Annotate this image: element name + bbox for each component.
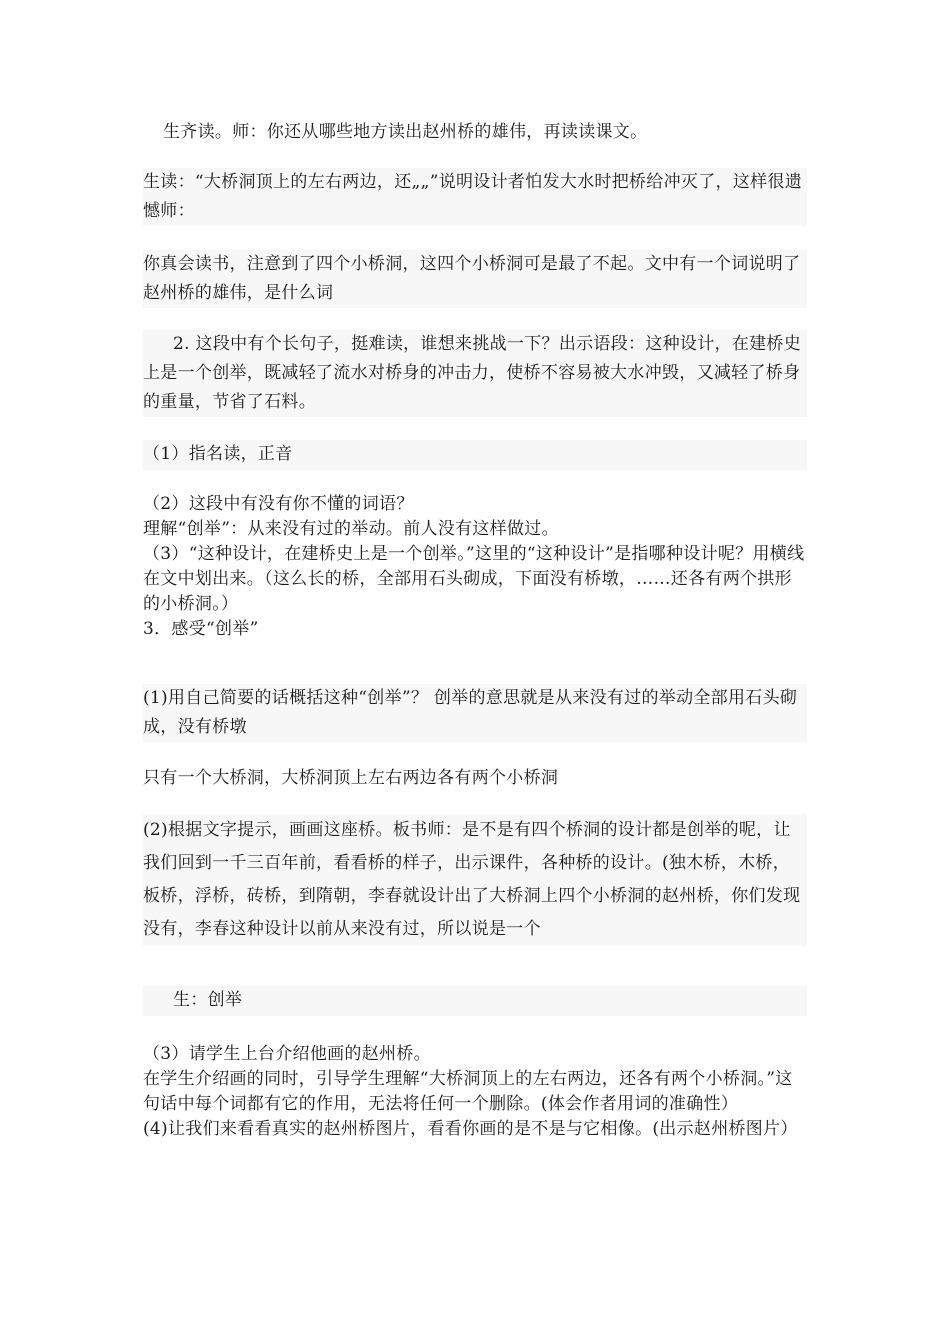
paragraph-bridge-description: [143, 764, 807, 793]
text-line: （3）请学生上台介绍他画的赵州桥。: [143, 1044, 431, 1064]
paragraph-vocabulary: [143, 492, 807, 642]
paragraph-student-reading: [143, 118, 807, 147]
text-line: （3）“这种设计，在建桥史上是一个创举。”这里的“这种设计”是指哪种设计呢？用横线在文中划出来。（这么长的桥，全部用石头砌成，下面没有桥墩，……还各有两个拱形的小桥洞。）: [143, 544, 805, 614]
paragraph-draw-bridge: [143, 814, 807, 946]
paragraph-teacher-comment: [143, 250, 807, 308]
text-line: (4)让我们来看看真实的赵州桥图片，看看你画的是不是与它相像。(出示赵州桥图片）: [143, 1119, 798, 1139]
paragraph-read-aloud: [143, 440, 807, 470]
paragraph-student-response: [143, 168, 807, 226]
text-line: 理解“创举”：从来没有过的举动。前人没有这样做过。: [143, 519, 559, 539]
text-line: 生读：“大桥洞顶上的左右两边，还„„”说明设计者怕发大水时把桥给冲灭了，这样很遗憾师：: [143, 172, 802, 221]
paragraph-long-sentence: [143, 330, 807, 417]
text-line: （2）这段中有没有你不懂的词语？: [143, 494, 414, 514]
text-line: (1)用自己简要的话概括这种“创举”？ 创举的意思就是从来没有过的举动全部用石头砌成，没有桥墩: [143, 688, 798, 737]
text-line: 生：创举: [173, 990, 243, 1010]
text-line: 你真会读书，注意到了四个小桥洞，这四个小桥洞可是最了不起。文中有一个词说明了赵州桥的雄伟，是什么词: [143, 254, 801, 303]
text-line: （1）指名读，正音: [143, 444, 293, 464]
text-line: (2)根据文字提示，画画这座桥。板书师：是不是有四个桥洞的设计都是创举的呢，让我们回到一千三百年前，看看桥的样子，出示课件，各种桥的设计。(独木桥，木桥，板桥，浮桥，砖桥，到隋朝，李春就设计出了大桥洞上四个小桥洞的赵州桥，你们发现没有，李春这种设计以前从来没有过，所以说是一个: [143, 820, 801, 939]
text-line: 生齐读。师：你还从哪些地方读出赵州桥的雄伟，再读读课文。: [163, 122, 648, 142]
paragraph-student-presentation: [143, 1042, 807, 1142]
text-line: 在学生介绍画的同时，引导学生理解“大桥洞顶上的左右两边，还各有两个小桥洞。”这句话中每个词都有它的作用，无法将任何一个删除。(体会作者用词的准确性）: [143, 1069, 793, 1114]
text-line: 3．感受“创举”: [143, 619, 259, 639]
paragraph-summarize-innovation: [143, 684, 807, 742]
paragraph-student-answer: [143, 986, 807, 1016]
text-line: 2. 这段中有个长句子，挺难读，谁想来挑战一下？出示语段：这种设计，在建桥史上是一个创举，既减轻了流水对桥身的冲击力，使桥不容易被大水冲毁，又减轻了桥身的重量，节省了石料。: [143, 334, 802, 412]
text-line: 只有一个大桥洞，大桥洞顶上左右两边各有两个小桥洞: [143, 768, 559, 788]
